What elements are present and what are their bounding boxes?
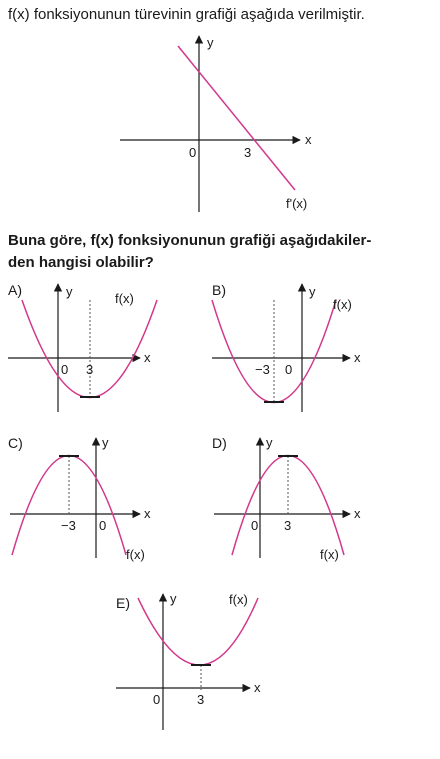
option-a-origin: 0	[61, 362, 69, 377]
option-e-tick: 3	[197, 692, 205, 707]
option-c-tick: −3	[61, 518, 76, 533]
option-e-x-label: x	[254, 680, 261, 695]
option-d-letter: D)	[212, 435, 227, 451]
option-d-graph	[212, 435, 361, 562]
option-a-graph	[8, 282, 157, 412]
option-b-graph	[212, 282, 361, 412]
main-tick-label: 3	[244, 145, 252, 160]
option-e-y-label: y	[170, 591, 177, 606]
option-b-letter: B)	[212, 282, 226, 298]
option-c-graph	[8, 435, 151, 562]
question-line-1: Buna göre, f(x) fonksiyonunun grafiği aşağıdakiler-	[8, 232, 372, 249]
derivative-graph	[120, 35, 312, 212]
option-a-curve-label: f(x)	[115, 291, 134, 306]
main-origin-label: 0	[189, 145, 197, 160]
option-d-tick: 3	[284, 518, 292, 533]
main-x-label: x	[305, 132, 312, 147]
option-c-origin: 0	[99, 518, 107, 533]
option-a-letter: A)	[8, 282, 22, 298]
main-curve-label: f'(x)	[286, 196, 308, 211]
option-b-curve-label: f(x)	[333, 297, 352, 312]
derivative-line	[178, 46, 295, 190]
option-c-x-label: x	[144, 506, 151, 521]
option-b-curve	[212, 300, 336, 403]
option-c-curve-label: f(x)	[126, 547, 145, 562]
question-line-2: den hangisi olabilir?	[8, 254, 154, 271]
option-e-graph	[116, 591, 261, 730]
option-e-origin: 0	[153, 692, 161, 707]
option-e-letter: E)	[116, 595, 130, 611]
option-d-origin: 0	[251, 518, 259, 533]
main-y-label: y	[207, 35, 214, 50]
option-d-y-label: y	[266, 435, 273, 450]
option-c-letter: C)	[8, 435, 23, 451]
option-d-x-label: x	[354, 506, 361, 521]
problem-stem: f(x) fonksiyonunun türevinin grafiği aşağıda verilmiştir.	[8, 6, 365, 23]
option-c-y-label: y	[102, 435, 109, 450]
option-d-curve-label: f(x)	[320, 547, 339, 562]
option-b-y-label: y	[309, 284, 316, 299]
option-b-tick: −3	[255, 362, 270, 377]
option-b-origin: 0	[285, 362, 293, 377]
option-e-curve	[138, 598, 258, 665]
option-a-x-label: x	[144, 350, 151, 365]
option-a-y-label: y	[66, 284, 73, 299]
option-a-tick: 3	[86, 362, 94, 377]
option-b-x-label: x	[354, 350, 361, 365]
option-e-curve-label: f(x)	[229, 592, 248, 607]
